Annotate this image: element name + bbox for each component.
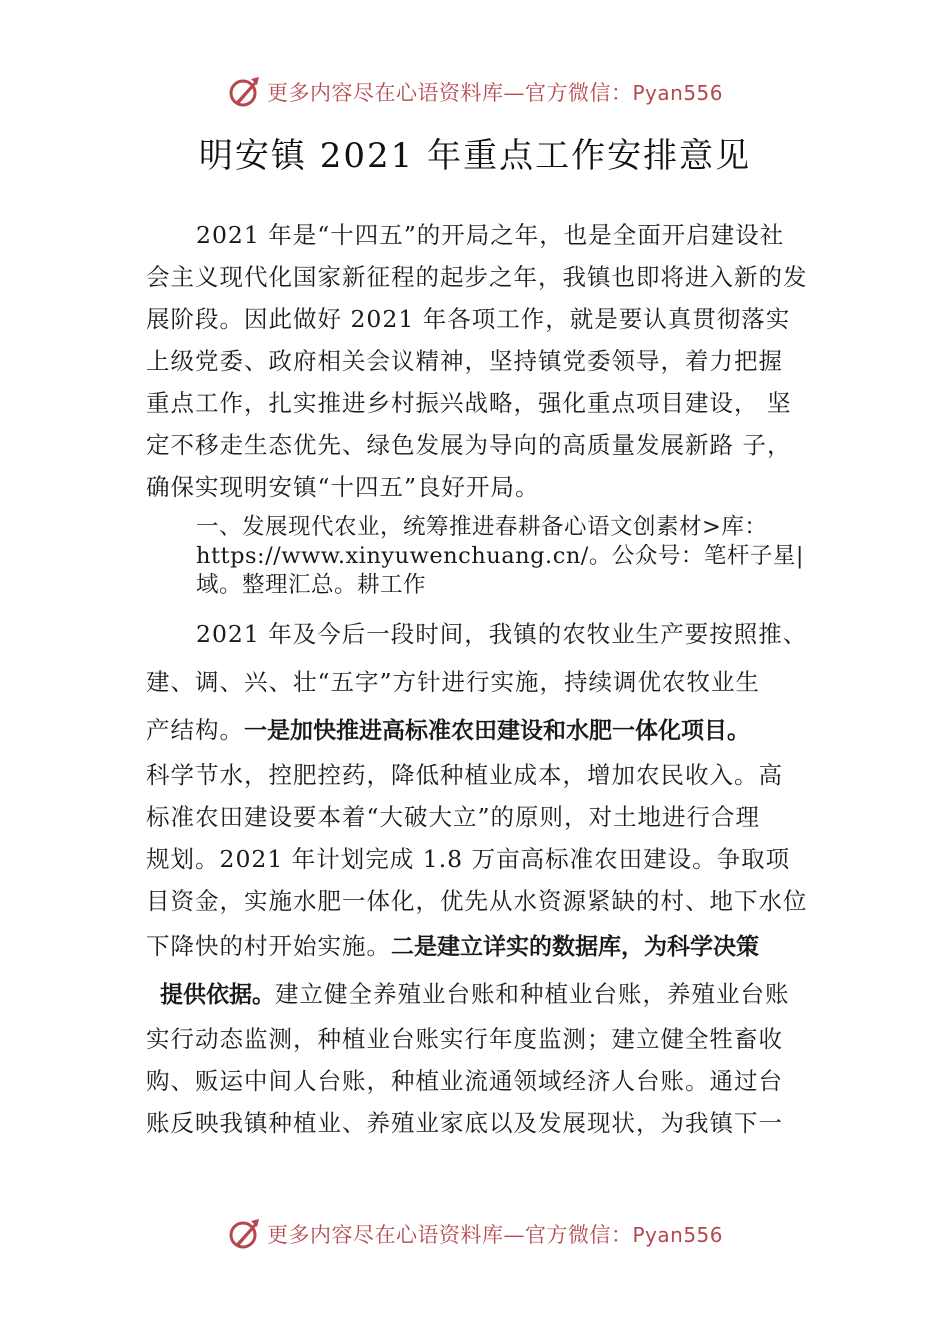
text-line: 购、贩运中间人台账，种植业流通领域经济人台账。通过台	[146, 1067, 783, 1095]
text-line: 一、发展现代农业，统筹推进春耕备心语文创素材>库：	[196, 514, 768, 540]
agriculture-paragraph	[146, 610, 826, 1144]
text-line: 确保实现明安镇“十四五”良好开局。	[146, 473, 540, 501]
text-line: 会主义现代化国家新征程的起步之年，我镇也即将进入新的发	[146, 263, 808, 291]
text-line: 2021 年是“十四五”的开局之年，也是全面开启建设社	[196, 221, 785, 249]
text-line: 产结构。一是加快推进高标准农田建设和水肥一体化项目。	[146, 716, 750, 744]
text-line: 标准农田建设要本着“大破大立”的原则，对土地进行合理	[146, 803, 761, 831]
header-watermark	[0, 72, 950, 112]
text-line: 实行动态监测，种植业台账实行年度监测；建立健全牲畜收	[146, 1025, 783, 1053]
text-line: 提供依据。建立健全养殖业台账和种植业台账，养殖业台账	[160, 980, 790, 1008]
watermark-text: 更多内容尽在心语资料库—官方微信：Pyan556	[266, 1223, 723, 1247]
text-line: 规划。2021 年计划完成 1.8 万亩高标准农田建设。争取项	[146, 845, 791, 873]
text-line: 建、调、兴、壮“五字”方针进行实施，持续调优农牧业生	[146, 668, 761, 696]
text-line: 重点工作，扎实推进乡村振兴战略，强化重点项目建设， 坚	[146, 389, 792, 417]
emphasis-text: 提供依据。	[160, 982, 275, 1008]
text-line: 目资金，实施水肥一体化，优先从水资源紧缺的村、地下水位	[146, 887, 808, 915]
text-line: 上级党委、政府相关会议精神，坚持镇党委领导，着力把握	[146, 347, 783, 375]
text-line: 2021 年及今后一段时间，我镇的农牧业生产要按照推、	[196, 620, 808, 648]
text-line: 下降快的村开始实施。二是建立详实的数据库，为科学决策	[146, 932, 759, 960]
quill-logo-icon	[227, 75, 261, 109]
text-line: 定不移走生态优先、绿色发展为导向的高质量发展新路 子，	[146, 431, 792, 459]
emphasis-text: 二是建立详实的数据库，为科学决策	[391, 934, 759, 960]
watermark-text: 更多内容尽在心语资料库—官方微信：Pyan556	[266, 81, 723, 105]
document-body	[146, 214, 826, 1144]
text-line: 科学节水，控肥控药，降低种植业成本，增加农民收入。高	[146, 761, 783, 789]
section-heading-1	[146, 513, 826, 600]
intro-paragraph	[146, 214, 826, 508]
text-line: https://www.xinyuwenchuang.cn/。公众号：笔杆子星|	[196, 543, 804, 569]
page-title: 明安镇 2021 年重点工作安排意见	[198, 136, 752, 176]
emphasis-text: 一是加快推进高标准农田建设和水肥一体化项目。	[244, 718, 750, 744]
text-line: 展阶段。因此做好 2021 年各项工作，就是要认真贯彻落实	[146, 305, 791, 333]
text-line: 账反映我镇种植业、养殖业家底以及发展现状，为我镇下一	[146, 1109, 783, 1137]
text-line: 域。整理汇总。耕工作	[196, 572, 427, 598]
quill-logo-icon	[227, 1217, 261, 1251]
footer-watermark	[0, 1214, 950, 1254]
